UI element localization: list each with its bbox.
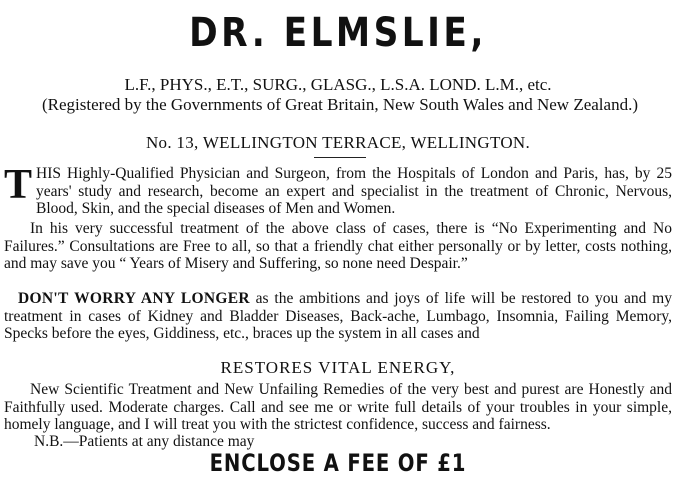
worry-lead: DON'T WORRY ANY LONGER (18, 290, 250, 307)
intro-text: HIS Highly-Qualified Physician and Surgeon, from the Hospitals of London and Paris, has, by 25 years' study and research, become an expert and specialist in the treatment of Chronic, Nervous, Blood, Skin, and the special diseases of Men and Women. (36, 165, 672, 218)
worry-paragraph (4, 290, 672, 343)
address-line: No. 13, WELLINGTON TERRACE, WELLINGTON. (145, 133, 531, 152)
worry-text: as the ambitions and joys of life will be restored to you and my treatment in cases of Kidney and Bladder Diseases, Back-ache, Lumbago, Insomnia, Failing Memory, Specks before the eyes, Giddiness, etc., braces up the system in all cases and (4, 290, 672, 343)
doctor-name-heading: DR. ELMSLIE, (189, 10, 487, 56)
registration-note: (Registered by the Governments of Great Britain, New South Wales and New Zealand.) (42, 95, 638, 114)
fee-heading: ENCLOSE A FEE OF £1 (209, 449, 467, 477)
intro-paragraph (4, 162, 672, 218)
drop-cap: T (4, 162, 33, 208)
credentials-line: L.F., PHYS., E.T., SURG., GLASG., L.S.A. LOND. L.M., etc. (124, 75, 552, 94)
divider-rule (314, 157, 366, 158)
remedies-paragraph: New Scientific Treatment and New Unfailing Remedies of the very best and purest are Honestly and Faithfully used. Moderate charges. Call and see me or write full details of your troubles in your simple, homely language, and I will treat you with the strictest confidence, success and fairness. (4, 381, 672, 434)
treatment-paragraph: In his very successful treatment of the above class of cases, there is “No Experimenting and No Failures.” Consultations are Free to all, so that a friendly chat either personally or by letter, costs nothing, and may save you “ Years of Misery and Suffering, so none need Despair.” (4, 220, 672, 273)
restores-heading: RESTORES VITAL ENERGY, (220, 358, 456, 377)
nb-note: N.B.—Patients at any distance may (34, 433, 255, 450)
